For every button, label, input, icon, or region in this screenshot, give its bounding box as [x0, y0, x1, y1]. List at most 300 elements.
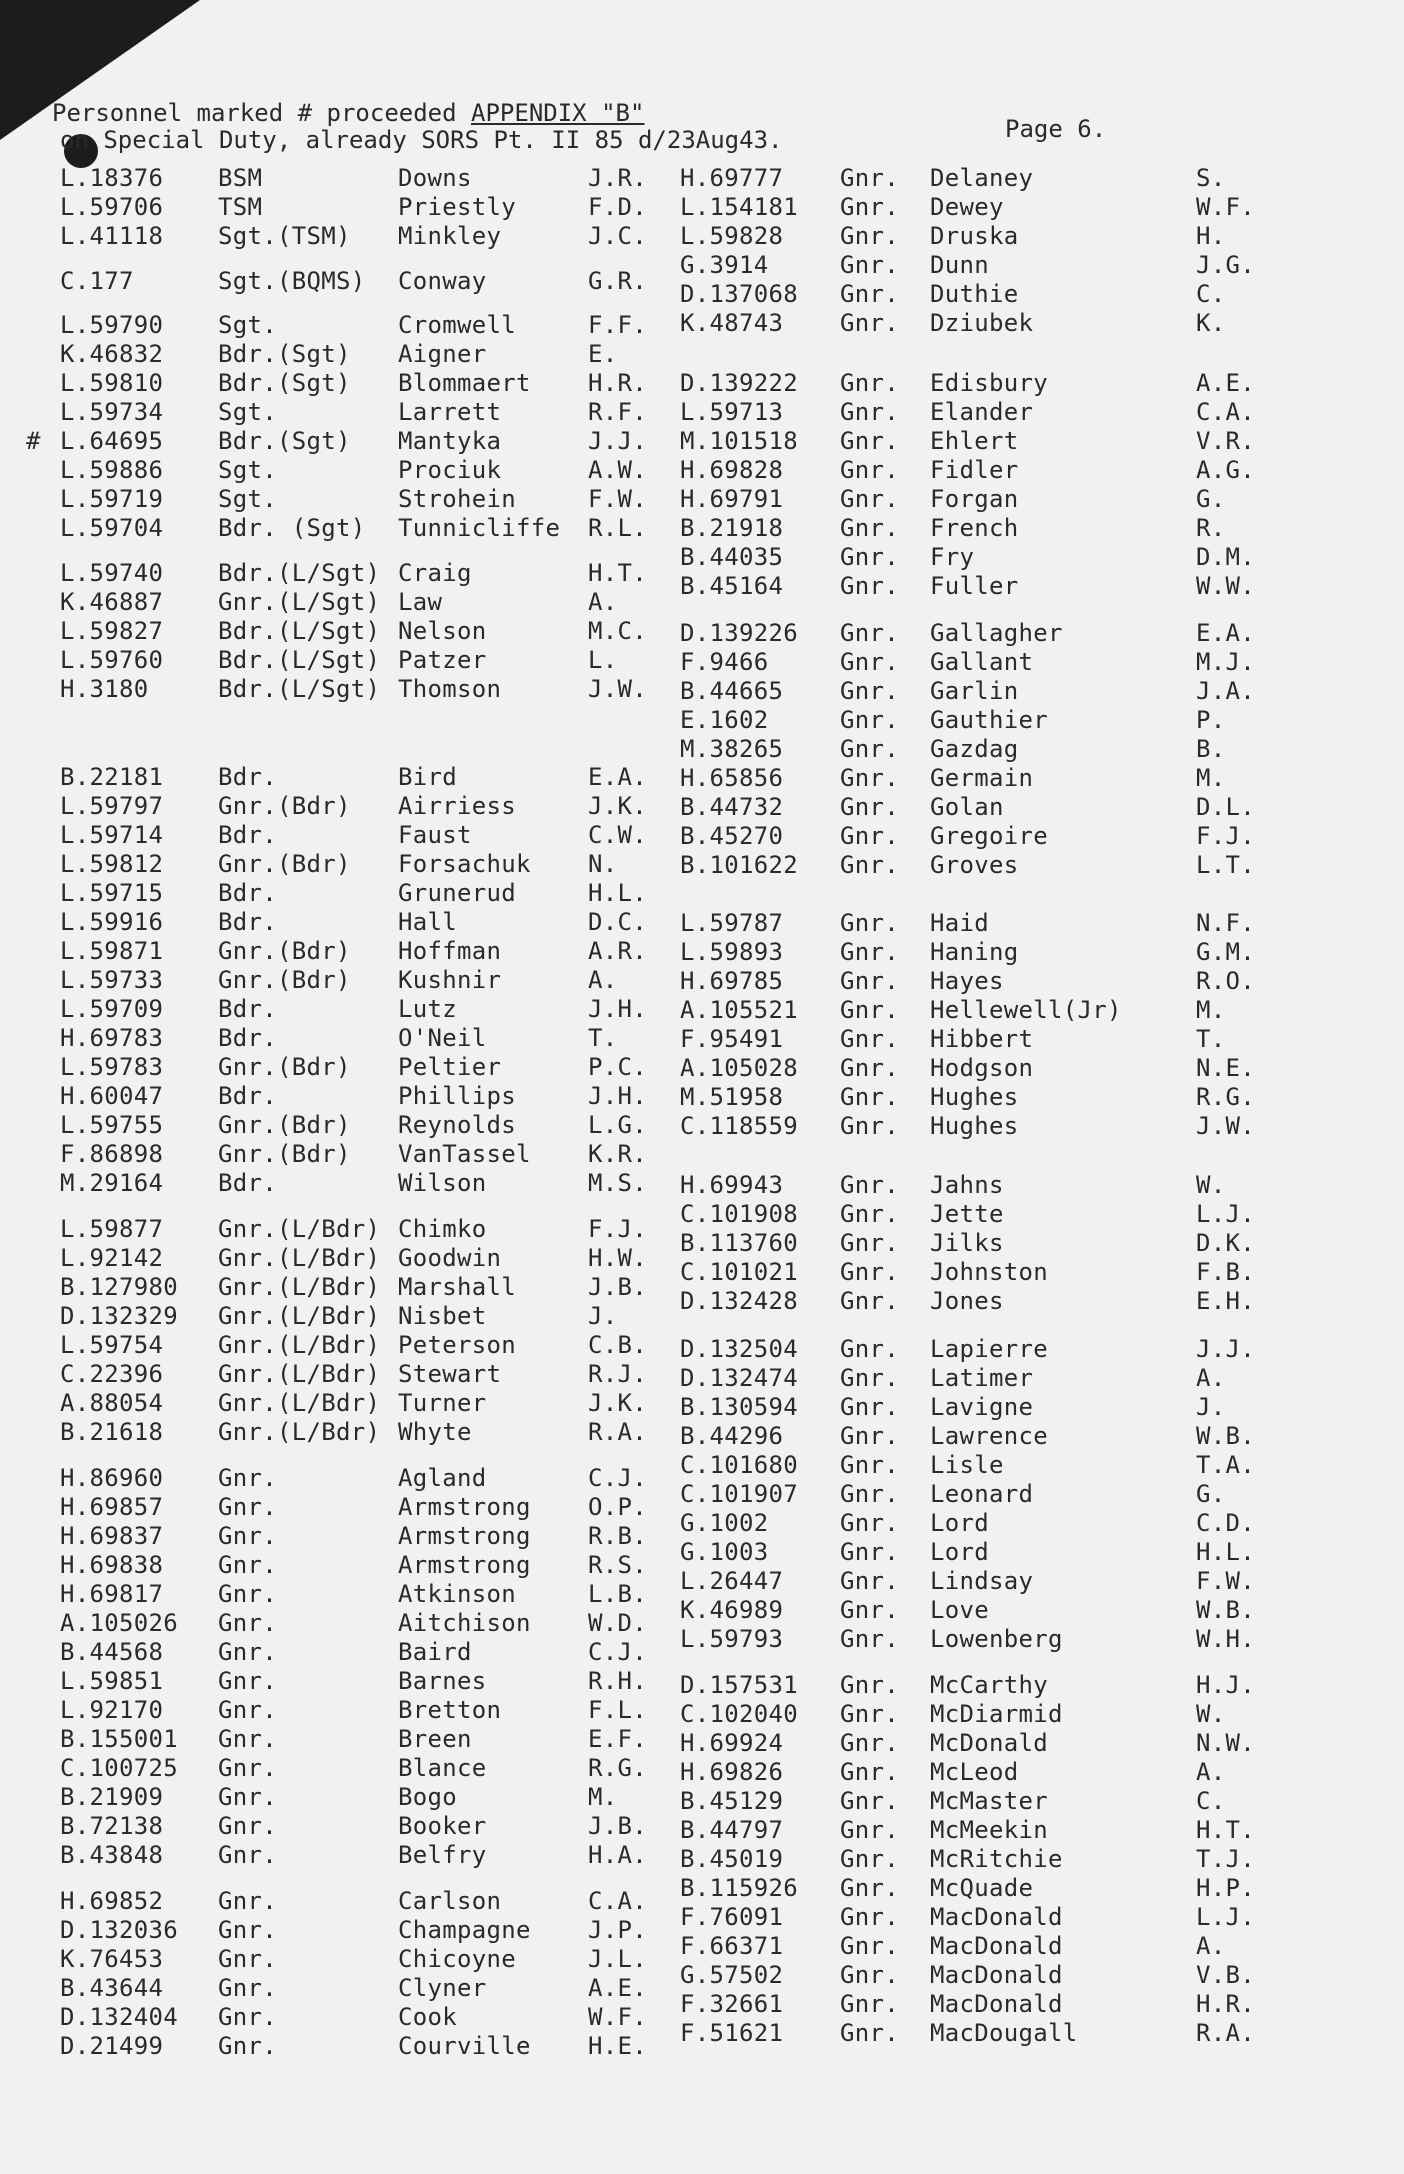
rank: Gnr. — [218, 1725, 277, 1753]
rank: Gnr. — [840, 1083, 899, 1111]
surname: Dewey — [930, 193, 1004, 221]
surname: Edisbury — [930, 369, 1048, 397]
surname: Hayes — [930, 967, 1004, 995]
initials: C.D. — [1196, 1509, 1255, 1537]
initials: J.W. — [588, 675, 647, 703]
service-number: L.59714 — [60, 821, 164, 849]
service-number: B.115926 — [680, 1874, 798, 1902]
service-number: C.102040 — [680, 1700, 798, 1728]
service-number: B.44035 — [680, 543, 784, 571]
rank: Gnr. — [218, 2003, 277, 2031]
initials: J.C. — [588, 222, 647, 250]
rank: Gnr. — [840, 2019, 899, 2047]
service-number: L.59828 — [680, 222, 784, 250]
rank: Gnr. — [840, 648, 899, 676]
service-number: L.59760 — [60, 646, 164, 674]
service-number: L.59797 — [60, 792, 164, 820]
initials: T.J. — [1196, 1845, 1255, 1873]
service-number: F.86898 — [60, 1140, 164, 1168]
service-number: L.59755 — [60, 1111, 164, 1139]
service-number: K.76453 — [60, 1945, 164, 1973]
rank: Bdr. — [218, 1024, 277, 1052]
initials: J. — [1196, 1393, 1226, 1421]
surname: Airriess — [398, 792, 516, 820]
rank: Gnr. — [840, 543, 899, 571]
initials: H. — [1196, 222, 1226, 250]
rank: Gnr. — [218, 1580, 277, 1608]
service-number: L.59793 — [680, 1625, 784, 1653]
service-number: M.29164 — [60, 1169, 164, 1197]
surname: Haning — [930, 938, 1019, 966]
initials: R.H. — [588, 1667, 647, 1695]
service-number: B.44797 — [680, 1816, 784, 1844]
surname: Lapierre — [930, 1335, 1048, 1363]
initials: D.M. — [1196, 543, 1255, 571]
surname: Downs — [398, 164, 472, 192]
service-number: D.157531 — [680, 1671, 798, 1699]
initials: D.L. — [1196, 793, 1255, 821]
initials: M.S. — [588, 1169, 647, 1197]
proceeded-marker: # — [26, 427, 41, 455]
service-number: F.66371 — [680, 1932, 784, 1960]
service-number: M.101518 — [680, 427, 798, 455]
service-number: H.69828 — [680, 456, 784, 484]
rank: Bdr. — [218, 821, 277, 849]
rank: Gnr.(L/Bdr) — [218, 1418, 381, 1446]
rank: Gnr.(Bdr) — [218, 1053, 351, 1081]
surname: Stewart — [398, 1360, 502, 1388]
surname: Faust — [398, 821, 472, 849]
initials: S. — [1196, 164, 1226, 192]
rank: Gnr. — [218, 1783, 277, 1811]
rank: Gnr. — [840, 1596, 899, 1624]
surname: Gregoire — [930, 822, 1048, 850]
surname: Belfry — [398, 1841, 487, 1869]
rank: Bdr.(L/Sgt) — [218, 559, 381, 587]
service-number: H.69857 — [60, 1493, 164, 1521]
initials: C.J. — [588, 1638, 647, 1666]
initials: J.H. — [588, 995, 647, 1023]
service-number: B.155001 — [60, 1725, 178, 1753]
rank: Gnr. — [218, 1841, 277, 1869]
rank: Gnr. — [840, 1758, 899, 1786]
rank: Gnr. — [840, 967, 899, 995]
initials: M. — [1196, 764, 1226, 792]
service-number: L.59812 — [60, 850, 164, 878]
initials: L.J. — [1196, 1903, 1255, 1931]
rank: Gnr.(Bdr) — [218, 937, 351, 965]
service-number: H.3180 — [60, 675, 149, 703]
service-number: B.44665 — [680, 677, 784, 705]
initials: W.D. — [588, 1609, 647, 1637]
service-number: M.38265 — [680, 735, 784, 763]
rank: Gnr. — [218, 1638, 277, 1666]
initials: R.B. — [588, 1522, 647, 1550]
service-number: H.69817 — [60, 1580, 164, 1608]
surname: Jones — [930, 1287, 1004, 1315]
service-number: L.59734 — [60, 398, 164, 426]
initials: H.A. — [588, 1841, 647, 1869]
service-number: D.132504 — [680, 1335, 798, 1363]
rank: Gnr. — [840, 1932, 899, 1960]
rank: Gnr.(L/Bdr) — [218, 1360, 381, 1388]
initials: N.W. — [1196, 1729, 1255, 1757]
service-number: B.21918 — [680, 514, 784, 542]
rank: Bdr. — [218, 1169, 277, 1197]
surname: Cook — [398, 2003, 457, 2031]
initials: H.L. — [1196, 1538, 1255, 1566]
rank: Gnr.(L/Bdr) — [218, 1389, 381, 1417]
initials: W.B. — [1196, 1596, 1255, 1624]
service-number: H.69943 — [680, 1171, 784, 1199]
surname: VanTassel — [398, 1140, 531, 1168]
rank: Sgt. — [218, 456, 277, 484]
initials: R.O. — [1196, 967, 1255, 995]
service-number: L.59754 — [60, 1331, 164, 1359]
initials: A. — [1196, 1932, 1226, 1960]
surname: Dunn — [930, 251, 989, 279]
surname: Golan — [930, 793, 1004, 821]
initials: A. — [588, 966, 618, 994]
initials: T. — [588, 1024, 618, 1052]
surname: Gazdag — [930, 735, 1019, 763]
service-number: B.44568 — [60, 1638, 164, 1666]
surname: Blance — [398, 1754, 487, 1782]
surname: MacDonald — [930, 1903, 1063, 1931]
rank: Gnr. — [840, 456, 899, 484]
rank: Gnr. — [840, 1990, 899, 2018]
rank: Gnr. — [840, 1229, 899, 1257]
service-number: L.59851 — [60, 1667, 164, 1695]
rank: Gnr. — [840, 514, 899, 542]
initials: H.W. — [588, 1244, 647, 1272]
initials: E.A. — [588, 763, 647, 791]
surname: Love — [930, 1596, 989, 1624]
surname: Craig — [398, 559, 472, 587]
surname: Groves — [930, 851, 1019, 879]
rank: Gnr. — [840, 1874, 899, 1902]
rank: Gnr. — [840, 1364, 899, 1392]
surname: Bird — [398, 763, 457, 791]
surname: Conway — [398, 267, 487, 295]
service-number: L.92142 — [60, 1244, 164, 1272]
initials: W.H. — [1196, 1625, 1255, 1653]
surname: MacDonald — [930, 1932, 1063, 1960]
initials: E. — [588, 340, 618, 368]
initials: W.F. — [1196, 193, 1255, 221]
service-number: F.51621 — [680, 2019, 784, 2047]
surname: Armstrong — [398, 1551, 531, 1579]
service-number: F.95491 — [680, 1025, 784, 1053]
initials: O.P. — [588, 1493, 647, 1521]
rank: Gnr. — [218, 1493, 277, 1521]
service-number: H.69826 — [680, 1758, 784, 1786]
service-number: L.59709 — [60, 995, 164, 1023]
initials: C.J. — [588, 1464, 647, 1492]
rank: Bdr.(L/Sgt) — [218, 617, 381, 645]
surname: Hoffman — [398, 937, 502, 965]
service-number: H.69837 — [60, 1522, 164, 1550]
service-number: D.137068 — [680, 280, 798, 308]
service-number: H.69785 — [680, 967, 784, 995]
surname: Barnes — [398, 1667, 487, 1695]
initials: F.J. — [1196, 822, 1255, 850]
rank: Gnr. — [840, 1112, 899, 1140]
surname: Tunnicliffe — [398, 514, 561, 542]
initials: N.F. — [1196, 909, 1255, 937]
service-number: H.86960 — [60, 1464, 164, 1492]
surname: Garlin — [930, 677, 1019, 705]
surname: Hughes — [930, 1083, 1019, 1111]
surname: Hodgson — [930, 1054, 1034, 1082]
initials: A.E. — [588, 1974, 647, 2002]
surname: Hall — [398, 908, 457, 936]
rank: Gnr. — [840, 1845, 899, 1873]
service-number: K.46832 — [60, 340, 164, 368]
service-number: L.59790 — [60, 311, 164, 339]
header-line-2: on Special Duty, already SORS Pt. II 85 d/23Aug43. — [60, 126, 783, 154]
rank: Gnr. — [840, 938, 899, 966]
initials: C. — [1196, 1787, 1226, 1815]
rank: Gnr. — [840, 369, 899, 397]
rank: Gnr. — [840, 909, 899, 937]
rank: Gnr. — [218, 1522, 277, 1550]
service-number: D.132036 — [60, 1916, 178, 1944]
initials: J.R. — [588, 164, 647, 192]
surname: Priestly — [398, 193, 516, 221]
rank: Bdr.(L/Sgt) — [218, 675, 381, 703]
surname: O'Neil — [398, 1024, 487, 1052]
service-number: B.45129 — [680, 1787, 784, 1815]
service-number: C.177 — [60, 267, 134, 295]
service-number: C.101908 — [680, 1200, 798, 1228]
initials: E.H. — [1196, 1287, 1255, 1315]
initials: J.K. — [588, 1389, 647, 1417]
initials: R.L. — [588, 514, 647, 542]
service-number: L.59704 — [60, 514, 164, 542]
rank: Gnr. — [840, 619, 899, 647]
surname: Agland — [398, 1464, 487, 1492]
service-number: M.51958 — [680, 1083, 784, 1111]
service-number: D.139222 — [680, 369, 798, 397]
service-number: H.60047 — [60, 1082, 164, 1110]
rank: Gnr. — [840, 1625, 899, 1653]
rank: Gnr. — [840, 1729, 899, 1757]
service-number: L.59893 — [680, 938, 784, 966]
rank: Gnr. — [840, 1671, 899, 1699]
surname: Lisle — [930, 1451, 1004, 1479]
initials: F.B. — [1196, 1258, 1255, 1286]
surname: McMaster — [930, 1787, 1048, 1815]
surname: McRitchie — [930, 1845, 1063, 1873]
service-number: B.101622 — [680, 851, 798, 879]
initials: J.B. — [588, 1812, 647, 1840]
surname: Duthie — [930, 280, 1019, 308]
page-number: Page 6. — [1005, 115, 1107, 143]
surname: Phillips — [398, 1082, 516, 1110]
rank: Bdr.(Sgt) — [218, 340, 351, 368]
surname: Breen — [398, 1725, 472, 1753]
initials: R.S. — [588, 1551, 647, 1579]
surname: Jahns — [930, 1171, 1004, 1199]
service-number: E.1602 — [680, 706, 769, 734]
service-number: L.59713 — [680, 398, 784, 426]
initials: L.G. — [588, 1111, 647, 1139]
initials: J.J. — [1196, 1335, 1255, 1363]
rank: Gnr. — [840, 485, 899, 513]
surname: McQuade — [930, 1874, 1034, 1902]
rank: Gnr. — [840, 1816, 899, 1844]
surname: Atkinson — [398, 1580, 516, 1608]
rank: Gnr. — [840, 1903, 899, 1931]
initials: E.A. — [1196, 619, 1255, 647]
rank: Gnr. — [840, 398, 899, 426]
initials: F.W. — [1196, 1567, 1255, 1595]
initials: W.F. — [588, 2003, 647, 2031]
surname: Turner — [398, 1389, 487, 1417]
surname: McCarthy — [930, 1671, 1048, 1699]
rank: Sgt. — [218, 485, 277, 513]
initials: H.R. — [588, 369, 647, 397]
surname: Druska — [930, 222, 1019, 250]
initials: M. — [588, 1783, 618, 1811]
surname: Peltier — [398, 1053, 502, 1081]
rank: Gnr. — [218, 1464, 277, 1492]
initials: H.T. — [588, 559, 647, 587]
surname: Nisbet — [398, 1302, 487, 1330]
rank: Sgt.(TSM) — [218, 222, 351, 250]
surname: Gauthier — [930, 706, 1048, 734]
rank: Bdr.(Sgt) — [218, 369, 351, 397]
service-number: B.22181 — [60, 763, 164, 791]
surname: Armstrong — [398, 1493, 531, 1521]
initials: C.A. — [1196, 398, 1255, 426]
service-number: B.43644 — [60, 1974, 164, 2002]
service-number: B.43848 — [60, 1841, 164, 1869]
surname: Elander — [930, 398, 1034, 426]
surname: Lavigne — [930, 1393, 1034, 1421]
service-number: L.59871 — [60, 937, 164, 965]
service-number: B.45270 — [680, 822, 784, 850]
initials: M.J. — [1196, 648, 1255, 676]
initials: G.R. — [588, 267, 647, 295]
service-number: H.69924 — [680, 1729, 784, 1757]
initials: H.T. — [1196, 1816, 1255, 1844]
initials: R.G. — [588, 1754, 647, 1782]
initials: M.C. — [588, 617, 647, 645]
service-number: B.44296 — [680, 1422, 784, 1450]
surname: Ehlert — [930, 427, 1019, 455]
initials: V.B. — [1196, 1961, 1255, 1989]
rank: Gnr. — [840, 677, 899, 705]
service-number: F.32661 — [680, 1990, 784, 2018]
initials: N.E. — [1196, 1054, 1255, 1082]
surname: Jette — [930, 1200, 1004, 1228]
rank: Gnr. — [840, 164, 899, 192]
surname: McDonald — [930, 1729, 1048, 1757]
initials: F.L. — [588, 1696, 647, 1724]
rank: Gnr. — [218, 1667, 277, 1695]
rank: Gnr. — [218, 1696, 277, 1724]
initials: L.J. — [1196, 1200, 1255, 1228]
rank: BSM — [218, 164, 263, 192]
surname: Champagne — [398, 1916, 531, 1944]
initials: F.D. — [588, 193, 647, 221]
rank: Bdr. — [218, 908, 277, 936]
surname: Whyte — [398, 1418, 472, 1446]
initials: J.K. — [588, 792, 647, 820]
appendix-label: APPENDIX "B" — [471, 99, 645, 127]
rank: Gnr. — [840, 280, 899, 308]
surname: Carlson — [398, 1887, 502, 1915]
initials: C.W. — [588, 821, 647, 849]
service-number: A.88054 — [60, 1389, 164, 1417]
surname: MacDonald — [930, 1990, 1063, 2018]
rank: Gnr. — [218, 1551, 277, 1579]
surname: Hellewell(Jr) — [930, 996, 1122, 1024]
surname: Kushnir — [398, 966, 502, 994]
rank: Gnr. — [840, 1393, 899, 1421]
surname: Lindsay — [930, 1567, 1034, 1595]
surname: McLeod — [930, 1758, 1019, 1786]
initials: F.F. — [588, 311, 647, 339]
surname: Courville — [398, 2032, 531, 2060]
rank: Gnr. — [840, 1200, 899, 1228]
surname: Lord — [930, 1538, 989, 1566]
service-number: D.132329 — [60, 1302, 178, 1330]
rank: Gnr. — [840, 251, 899, 279]
rank: Gnr. — [840, 427, 899, 455]
rank: Gnr.(L/Bdr) — [218, 1302, 381, 1330]
rank: Gnr. — [218, 1945, 277, 1973]
rank: Gnr.(Bdr) — [218, 792, 351, 820]
initials: L.T. — [1196, 851, 1255, 879]
service-number: D.132404 — [60, 2003, 178, 2031]
surname: Law — [398, 588, 443, 616]
initials: F.J. — [588, 1215, 647, 1243]
initials: C.A. — [588, 1887, 647, 1915]
service-number: B.113760 — [680, 1229, 798, 1257]
surname: Bretton — [398, 1696, 502, 1724]
service-number: G.3914 — [680, 251, 769, 279]
rank: Gnr. — [840, 193, 899, 221]
rank: Gnr. — [840, 1451, 899, 1479]
surname: French — [930, 514, 1019, 542]
rank: Bdr.(Sgt) — [218, 427, 351, 455]
rank: Gnr. — [840, 1538, 899, 1566]
service-number: C.101907 — [680, 1480, 798, 1508]
initials: R.J. — [588, 1360, 647, 1388]
service-number: C.118559 — [680, 1112, 798, 1140]
rank: Gnr. — [840, 1567, 899, 1595]
service-number: B.45019 — [680, 1845, 784, 1873]
service-number: L.59719 — [60, 485, 164, 513]
header-line-1 — [52, 100, 644, 126]
rank: Gnr. — [218, 1812, 277, 1840]
rank: Gnr. — [840, 572, 899, 600]
service-number: L.59877 — [60, 1215, 164, 1243]
rank: Gnr.(Bdr) — [218, 966, 351, 994]
service-number: B.21909 — [60, 1783, 164, 1811]
initials: C.B. — [588, 1331, 647, 1359]
surname: Forgan — [930, 485, 1019, 513]
rank: Bdr.(L/Sgt) — [218, 646, 381, 674]
surname: Larrett — [398, 398, 502, 426]
service-number: L.59886 — [60, 456, 164, 484]
initials: P. — [1196, 706, 1226, 734]
rank: Gnr. — [218, 1916, 277, 1944]
service-number: A.105521 — [680, 996, 798, 1024]
